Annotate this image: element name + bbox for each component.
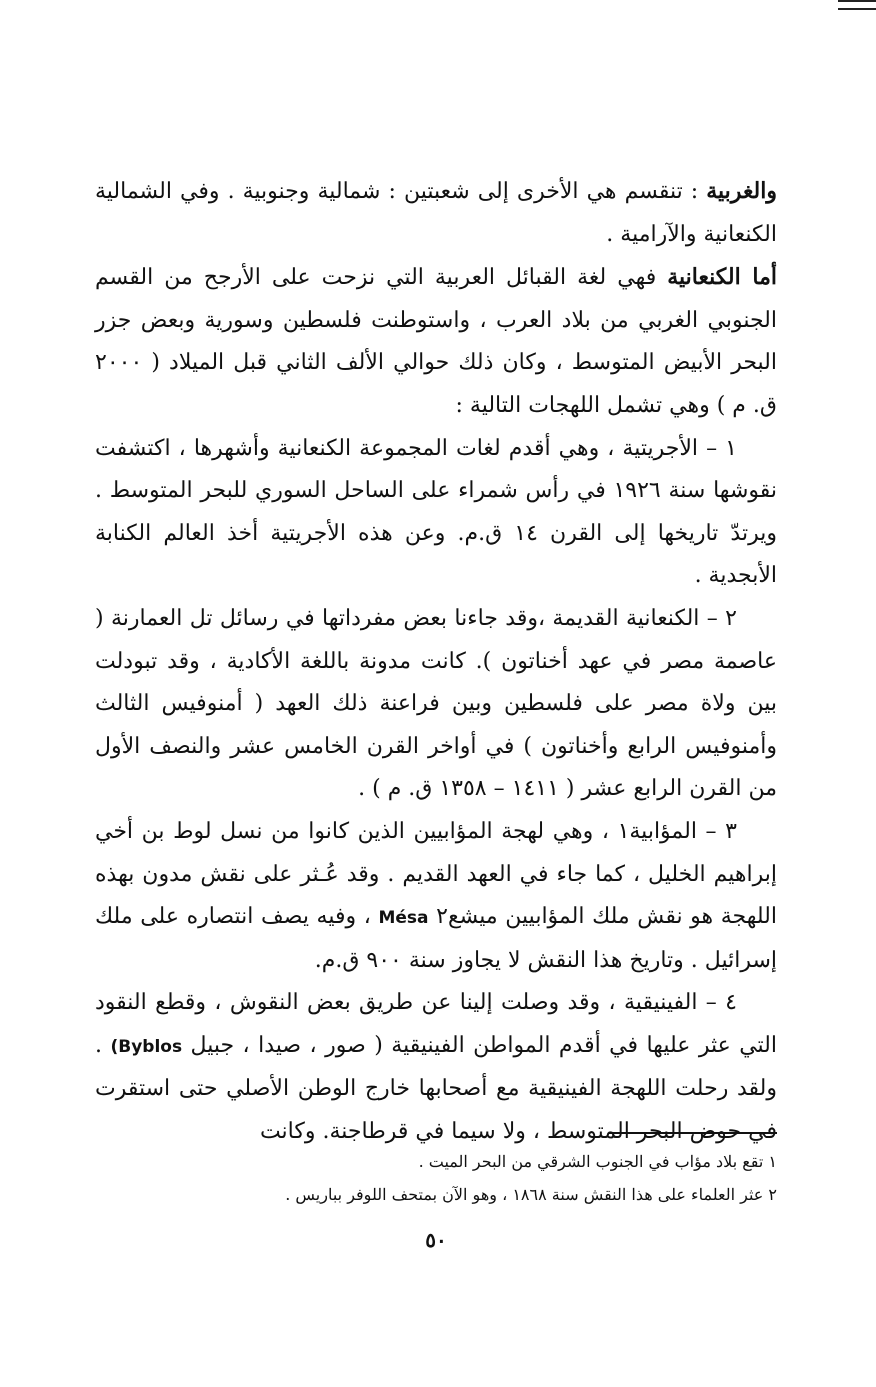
paragraph-old-canaanite (95, 598, 777, 811)
page-corner-mark (838, 0, 876, 10)
paragraph-canaanite (95, 256, 777, 427)
paragraph-western (95, 170, 777, 256)
paragraph-body: ٤ – الفينيقية ، وقد وصلت إلينا عن طريق بعض النقوش ، وقطع النقود التي عثر عليها في أقدم المواطن الفينيقية ( صور ، صيدا ، جبيل (95, 990, 777, 1058)
paragraph-body: : تنقسم هي الأخرى إلى شعبتين : شمالية وجنوبية . وفي الشمالية الكنعانية والآرامية . (95, 179, 777, 247)
paragraph-lead: أما الكنعانية (667, 264, 777, 291)
footnotes (95, 1145, 777, 1211)
paragraph-body: ٣ – المؤابية١ ، وهي لهجة المؤابيين الذين كانوا من نسل لوط بن أخي إبراهيم الخليل ، كما جاء في العهد القديم . وقد عُـثر على نقش مدون بهذه اللهجة هو نقش ملك المؤابيين ميشع٢ (95, 818, 777, 930)
page-number: ٥٠ (425, 1228, 447, 1252)
latin-term-byblos: (Byblos (110, 1036, 183, 1057)
paragraph-lead: والغربية (706, 178, 777, 204)
paragraph-body: . ولقد رحلت اللهجة الفينيقية مع أصحابها خارج الوطن الأصلي حتى استقرت في حوض البحر المتوسط ، ولا سيما في قرطاجنة. وكانت (95, 1032, 777, 1145)
footnote-1: ١ تقع بلاد مؤاب في الجنوب الشرقي من البحر الميت . (418, 1152, 777, 1171)
main-text (95, 170, 777, 1154)
paragraph-body: ١ – الأجريتية ، وهي أقدم لغات المجموعة الكنعانية وأشهرها ، اكتشفت نقوشها سنة ١٩٢٦ في رأس شمراء على الساحل السوري للبحر المتوسط . ويرتدّ تاريخها إلى القرن ١٤ ق.م. وعن هذه الأجريتية أخذ العالم الكنابة الأبجدية . (95, 435, 777, 589)
paragraph-ugaritic (95, 428, 777, 598)
paragraph-body: ٢ – الكنعانية القديمة ،وقد جاءنا بعض مفرداتها في رسائل تل العمارنة ( عاصمة مصر في عهد أخناتون ). كانت مدونة باللغة الأكادية ، وقد تبودلت بين ولاة مصر على فلسطين وبين فراعنة ذلك العهد ( أمنوفيس الثالث وأمنوفيس الرابع وأخناتون ) في أواخر القرن الخامس عشر والنصف الأول من القرن الرابع عشر ( ١٤١١ – ١٣٥٨ ق. م ) . (95, 605, 777, 802)
paragraph-phoenician (95, 982, 777, 1153)
footnote-2: ٢ عثر العلماء على هذا النقش سنة ١٨٦٨ ، وهو الآن بمتحف اللوفر بباريس . (285, 1185, 777, 1204)
paragraph-body: ، وفيه يصف انتصاره على ملك إسرائيل . وتاريخ هذا النقش لا يجاوز سنة ٩٠٠ ق.م. (95, 904, 777, 973)
paragraph-body: فهي لغة القبائل العربية التي نزحت على الأرجح من القسم الجنوبي الغربي من بلاد العرب ، واستوطنت فلسطين وسورية وبعض جزر البحر الأبيض المتوسط ، وكان ذلك حوالي الألف الثاني قبل الميلاد ( ٢٠٠٠ ق. م ) وهي تشمل اللهجات التالية : (95, 265, 777, 418)
footnote-rule (609, 1132, 777, 1134)
book-page (95, 170, 777, 1252)
latin-term-mesa: Mésa (378, 908, 429, 929)
paragraph-moabite (95, 811, 777, 982)
